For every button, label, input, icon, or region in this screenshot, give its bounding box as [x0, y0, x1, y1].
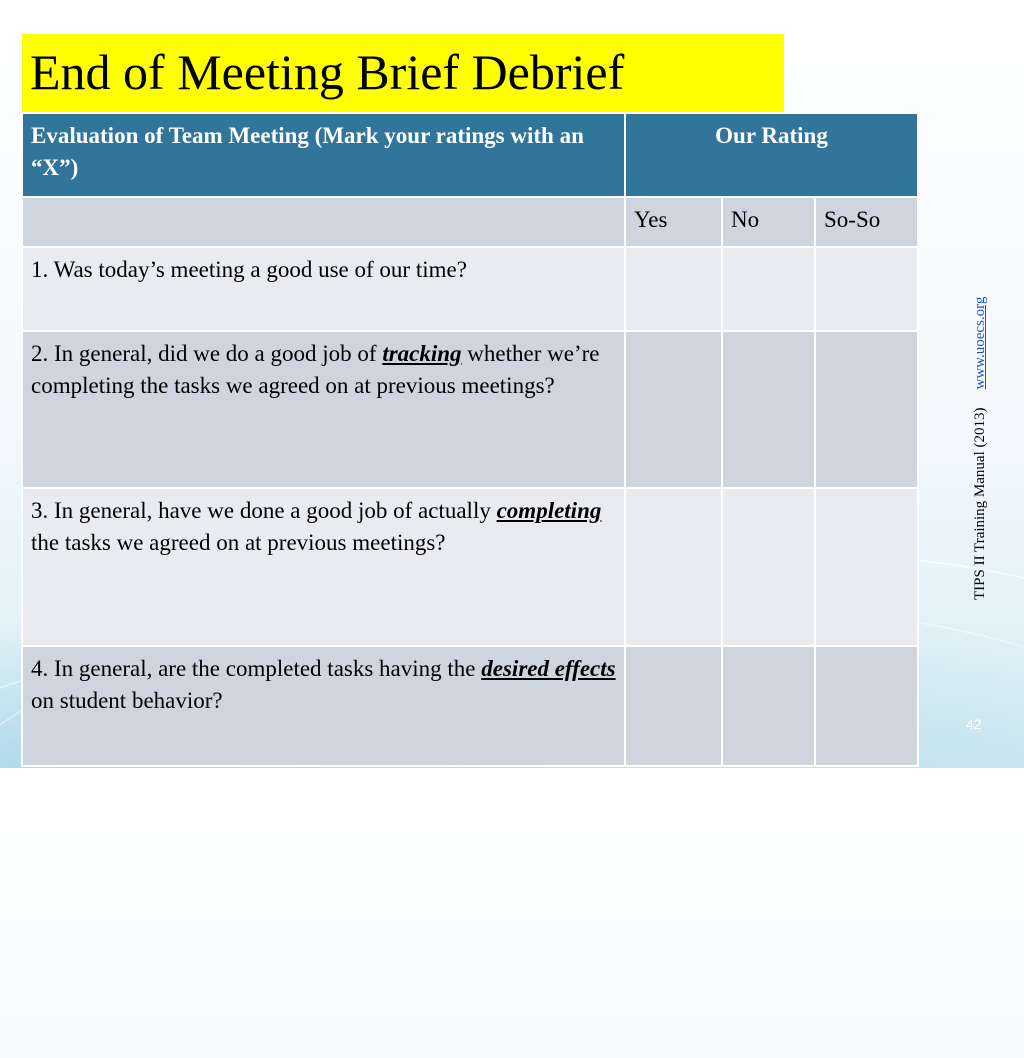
question-text: 2. In general, did we do a good job of	[31, 341, 383, 366]
empty-cell	[22, 197, 625, 247]
question-keyword: desired effects	[481, 656, 616, 681]
rating-cell-soso[interactable]	[815, 488, 918, 646]
rating-cell-soso[interactable]	[815, 646, 918, 766]
header-our-rating: Our Rating	[625, 113, 918, 197]
table-header-row	[22, 113, 918, 197]
question-text: whether we’re completing the tasks we agreed on at previous meetings?	[31, 341, 600, 398]
rating-cell-yes[interactable]	[625, 247, 722, 331]
title-banner	[22, 34, 784, 112]
rating-cell-yes[interactable]	[625, 331, 722, 488]
question-keyword: completing	[496, 498, 602, 523]
rating-cell-no[interactable]	[722, 247, 815, 331]
rating-option-soso: So-So	[815, 197, 918, 247]
table-row	[22, 331, 918, 488]
question-text: the tasks we agreed on at previous meetings?	[31, 530, 446, 555]
question-text: 1. Was today’s meeting a good use of our time?	[31, 257, 467, 282]
slide-title: End of Meeting Brief Debrief	[30, 44, 625, 100]
table-row	[22, 646, 918, 766]
rating-options-row	[22, 197, 918, 247]
rating-cell-soso[interactable]	[815, 331, 918, 488]
question-1	[22, 247, 625, 331]
rating-cell-no[interactable]	[722, 331, 815, 488]
question-keyword: tracking	[382, 341, 462, 366]
sidebar-citation	[972, 297, 989, 600]
rating-cell-yes[interactable]	[625, 488, 722, 646]
citation-text: TIPS II Training Manual (2013)	[972, 407, 988, 600]
rating-option-no: No	[722, 197, 815, 247]
question-3	[22, 488, 625, 646]
rating-cell-no[interactable]	[722, 646, 815, 766]
question-4	[22, 646, 625, 766]
rating-option-yes: Yes	[625, 197, 722, 247]
rating-cell-yes[interactable]	[625, 646, 722, 766]
header-evaluation: Evaluation of Team Meeting (Mark your ratings with an “X”)	[22, 113, 625, 197]
website-link[interactable]: www.uoecs.org	[972, 296, 988, 390]
page-number: 42	[966, 716, 982, 732]
question-text: 3. In general, have we done a good job of actually	[31, 498, 497, 523]
question-text: 4. In general, are the completed tasks having the	[31, 656, 482, 681]
rating-cell-no[interactable]	[722, 488, 815, 646]
table-row	[22, 247, 918, 331]
question-2	[22, 331, 625, 488]
table-row	[22, 488, 918, 646]
evaluation-table	[21, 112, 919, 767]
rating-cell-soso[interactable]	[815, 247, 918, 331]
question-text: on student behavior?	[31, 688, 223, 713]
